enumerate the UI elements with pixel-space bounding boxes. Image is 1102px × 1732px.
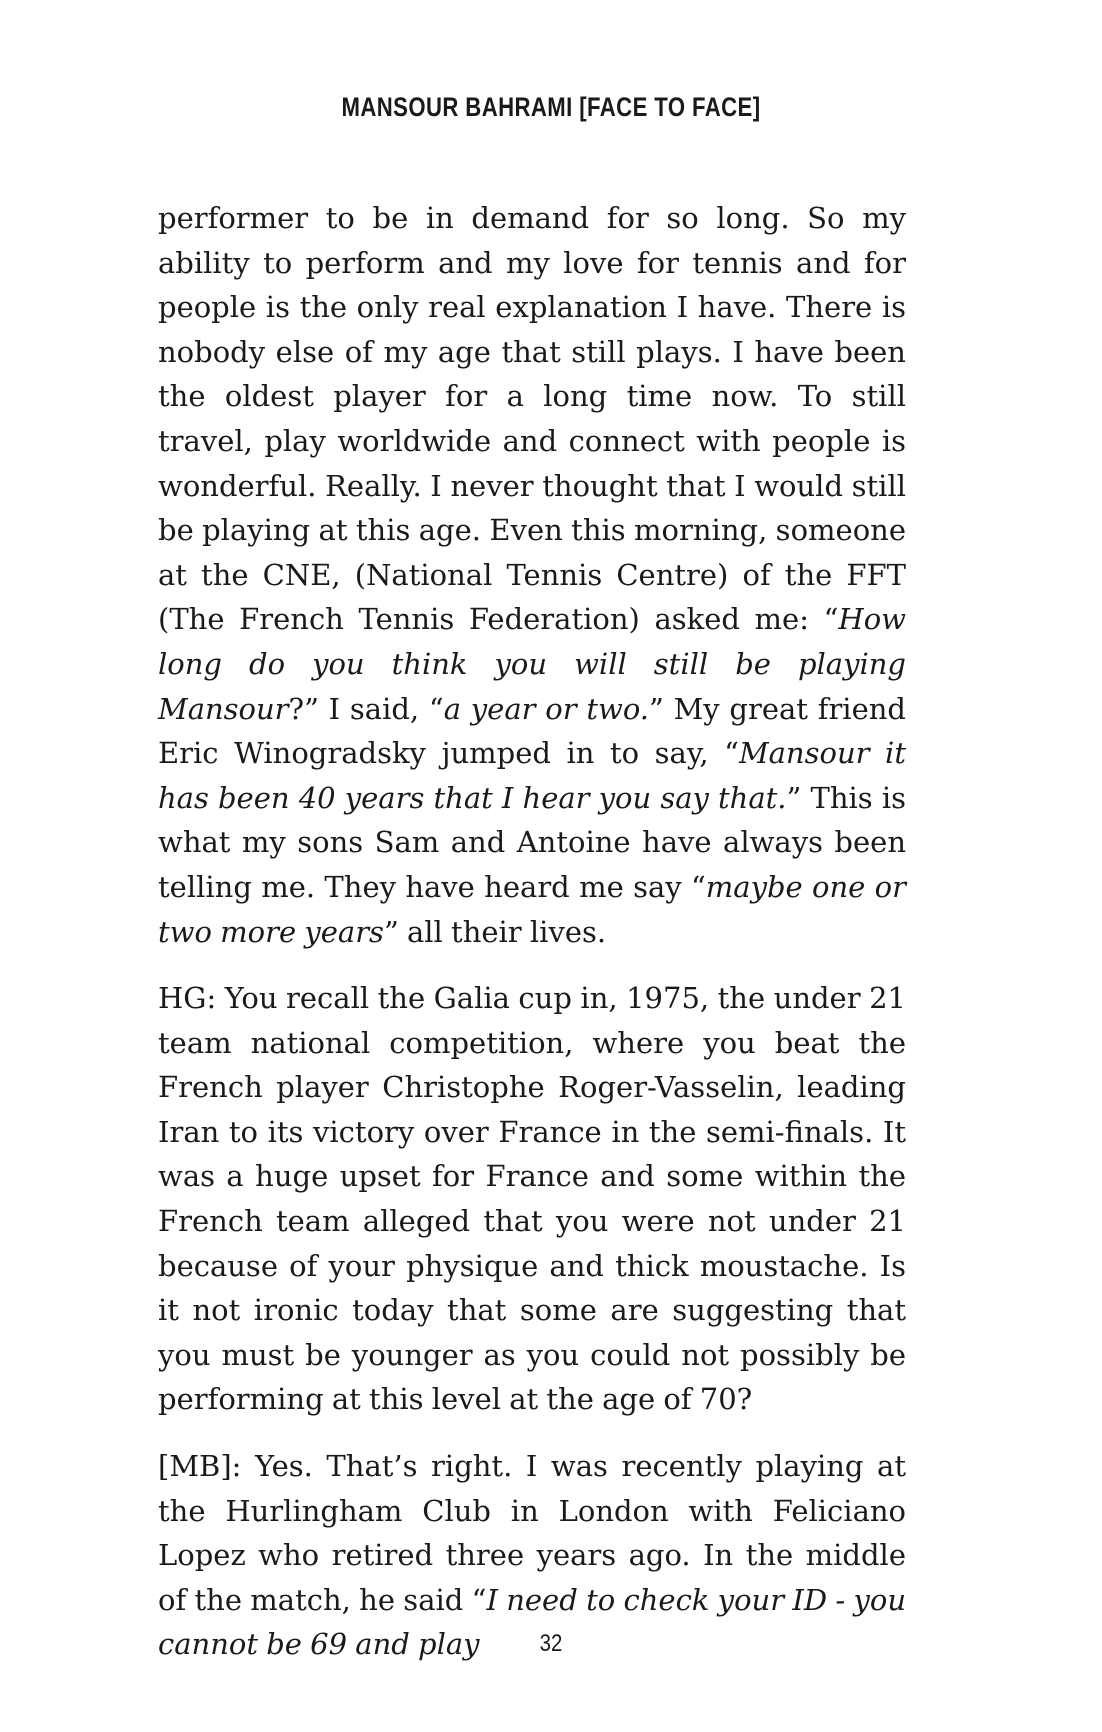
- paragraph-1: [158, 196, 906, 954]
- italic-run: I need to check your ID - you cannot be 69 and play: [158, 1582, 906, 1662]
- text-run: [MB]: Yes. That’s right. I was recently playing at the Hurlingham Club in London with Feliciano Lopez who retired three years ago. In the middle of the match, he said “: [158, 1449, 906, 1617]
- running-head: MANSOUR BAHRAMI [FACE TO FACE]: [341, 92, 761, 122]
- text-run: ” My great friend Eric Winogradsky jumped in to say, “: [158, 691, 906, 771]
- italic-run: Mansour it has been 40 years that I hear you say that.: [158, 736, 906, 815]
- text-run: ” This is what my sons Sam and Antoine have always been telling me. They have heard me say “: [158, 780, 906, 904]
- text-run: ” all their lives.: [383, 914, 607, 949]
- paragraph-2: HG: You recall the Galia cup in, 1975, the under 21 team national competition, where you beat the French player Christophe Roger-Vasselin, leading Iran to its victory over France in the semi-finals. It was a huge upset for France and some within the French team alleged that you were not under 21 because of your physique and thick moustache. Is it not ironic today that some are suggesting that you must be younger as you could not possibly be performing at this level at the age of 70?: [158, 981, 906, 1417]
- page-number: 32: [539, 1630, 563, 1657]
- italic-run: How long do you think you will still be playing Mansour: [158, 602, 906, 726]
- italic-run: a year or two.: [443, 691, 649, 726]
- italic-run: maybe one or two more years: [158, 869, 906, 949]
- text-run: ?” I said, “: [288, 691, 444, 726]
- body-text: [158, 196, 906, 1689]
- text-run: performer to be in demand for so long. So my ability to perform and my love for tennis and for people is the only real explanation I have. There is nobody else of my age that still plays. I have been the oldest player for a long time now. To still travel, play worldwide and connect with people is wonderful. Really. I never thought that I would still be playing at this age. Even this morning, someone at the CNE, (National Tennis Centre) of the FFT (The French Tennis Federation) asked me: “: [158, 201, 906, 637]
